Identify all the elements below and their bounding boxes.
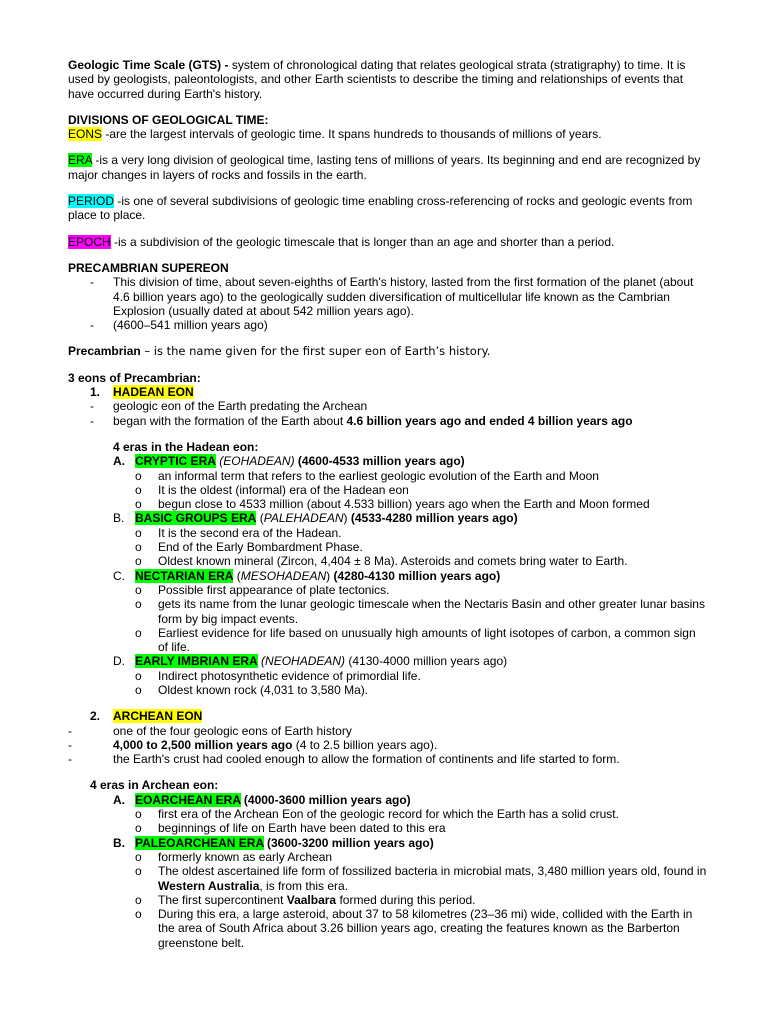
list-item: [68, 275, 708, 318]
archean-eras-heading: 4 eras in Archean eon:: [90, 778, 219, 793]
precambrian-term: Precambrian: [68, 344, 141, 359]
eons-text: -are the largest intervals of geologic time. It spans hundreds to thousands of millions of years.: [102, 127, 602, 142]
era-letter: B.: [113, 835, 125, 850]
hadean-era-b: [68, 511, 708, 525]
dash-bullet: -: [90, 413, 94, 428]
list-item: [68, 399, 708, 413]
hadean-era-c: [68, 569, 708, 583]
list-item: [68, 864, 708, 893]
paren-close: ): [343, 511, 348, 526]
era-name: EOARCHEAN ERA: [135, 792, 241, 807]
list-item: [68, 583, 708, 597]
era-definition: [68, 153, 708, 182]
list-item: [68, 724, 708, 738]
era-item: [158, 893, 708, 907]
list-item: [68, 554, 708, 568]
era-name: PALEOARCHEAN ERA: [135, 835, 264, 850]
era-item-end: , is from this era.: [259, 878, 349, 893]
dash-bullet: -: [90, 399, 94, 414]
eons-list-heading: 3 eons of Precambrian:: [68, 370, 201, 385]
list-item: [68, 414, 708, 428]
era-item-text: The first supercontinent: [158, 892, 287, 907]
hadean-title: HADEAN EON: [113, 385, 194, 400]
era-range: (4600-4533 million years ago): [294, 454, 465, 469]
hadean-heading: [68, 385, 708, 399]
era-item: It is the oldest (informal) era of the Hadean eon: [158, 482, 409, 497]
list-item: [68, 526, 708, 540]
document-page: [68, 58, 708, 950]
sub-bullet: o: [135, 554, 142, 569]
era-name: CRYPTIC ERA: [135, 454, 216, 469]
era-alt-name: (EOHADEAN): [219, 454, 295, 469]
list-item: [68, 597, 708, 626]
archean-bullet-3: the Earth's crust had cooled enough to allow the formation of continents and life started to form.: [113, 752, 620, 767]
era-alt-name: (NEOHADEAN): [261, 654, 346, 669]
hadean-number: 1.: [90, 385, 101, 400]
list-item: [68, 669, 708, 683]
sub-bullet: o: [135, 582, 142, 597]
era-item: first era of the Archean Eon of the geologic record for which the Earth has a solid crust.: [158, 807, 619, 822]
era-range: (4533-4280 million years ago): [347, 511, 518, 526]
intro-term: Geologic Time Scale (GTS) -: [68, 58, 229, 72]
era-range: (4280-4130 million years ago): [330, 568, 501, 583]
intro-text: system of chronological dating that relates geological strata (stratigraphy) to time. It is used by geologists, paleontologists, and other Earth scientists to describe the timing and relationships of events that have occurred during Earth's history.: [68, 58, 686, 101]
era-letter: A.: [113, 792, 125, 807]
precambrian-bullet-2: (4600–541 million years ago): [113, 318, 268, 333]
list-item: [68, 469, 708, 483]
era-item: Indirect photosynthetic evidence of primordial life.: [158, 668, 421, 683]
era-name: NECTARIAN ERA: [135, 568, 234, 583]
dash-bullet: -: [68, 752, 72, 767]
era-item-text: The oldest ascertained life form of fossilized bacteria in microbial mats, 3,480 million years old, found in: [158, 864, 707, 879]
era-alt-name: MESOHADEAN: [240, 568, 327, 583]
sub-bullet: o: [135, 525, 142, 540]
hadean-era-d: [68, 654, 708, 668]
list-item: [68, 893, 708, 907]
sub-bullet: o: [135, 482, 142, 497]
archean-bullet-2: (4 to 2.5 billion years ago).: [292, 737, 438, 752]
list-item: [68, 626, 708, 655]
era-item-end: formed during this period.: [336, 892, 476, 907]
era-item: beginnings of life on Earth have been dated to this era: [158, 821, 446, 836]
era-item: It is the second era of the Hadean.: [158, 525, 342, 540]
archean-bullet-2-bold: 4,000 to 2,500 million years ago: [113, 737, 293, 752]
dash-bullet: -: [68, 737, 72, 752]
period-term: PERIOD: [68, 194, 115, 209]
era-item: End of the Early Bombardment Phase.: [158, 540, 363, 555]
period-definition: [68, 194, 708, 223]
era-item: begun close to 4533 million (about 4.533 billion) years ago when the Earth and Moon formed: [158, 497, 650, 512]
sub-bullet: o: [135, 468, 142, 483]
precambrian-def-text: – is the name given for the first super eon of Earth’s history.: [140, 344, 491, 359]
archean-era-a: [68, 793, 708, 807]
paren-close: ): [326, 568, 331, 583]
archean-heading: [68, 709, 708, 723]
sub-bullet: o: [135, 807, 142, 822]
era-letter: A.: [113, 454, 125, 469]
hadean-era-a: [68, 454, 708, 468]
dash-bullet: -: [68, 723, 72, 738]
era-letter: C.: [113, 568, 125, 583]
epoch-term: EPOCH: [68, 234, 111, 249]
list-item: [68, 752, 708, 766]
dash-bullet: -: [90, 275, 94, 290]
era-letter: B.: [113, 511, 125, 526]
era-name: EARLY IMBRIAN ERA: [135, 654, 258, 669]
paren-open: (: [256, 511, 264, 526]
list-item: [68, 807, 708, 821]
era-range: (4130-4000 million years ago): [345, 654, 508, 669]
sub-bullet: o: [135, 907, 142, 922]
era-alt-name: PALEHADEAN: [263, 511, 344, 526]
paren-open: (: [233, 568, 241, 583]
list-item: [68, 683, 708, 697]
precambrian-definition: [68, 344, 708, 358]
era-item: formerly known as early Archean: [158, 849, 333, 864]
sub-bullet: o: [135, 864, 142, 879]
archean-bullet-1: one of the four geologic eons of Earth history: [113, 723, 352, 738]
sub-bullet: o: [135, 849, 142, 864]
intro-paragraph: [68, 58, 708, 101]
list-item: [68, 738, 708, 752]
hadean-bullet-1: geologic eon of the Earth predating the Archean: [113, 399, 368, 414]
eons-definition: [68, 127, 708, 141]
list-item: [68, 907, 708, 950]
era-item-bold: Western Australia: [158, 878, 260, 893]
era-item: gets its name from the lunar geologic timescale when the Nectaris Basin and other greater lunar basins form by big impact events.: [158, 597, 705, 626]
era-item: During this era, a large asteroid, about 37 to 58 kilometres (23–36 mi) wide, collided with the Earth in the area of South Africa about 3.26 billion years ago, creating the features known as the Barberton greenstone belt.: [158, 907, 693, 950]
sub-bullet: o: [135, 821, 142, 836]
archean-number: 2.: [90, 709, 101, 724]
sub-bullet: o: [135, 892, 142, 907]
period-text: -is one of several subdivisions of geologic time enabling cross-referencing of rocks and geologic events from place to place.: [68, 194, 693, 223]
era-term: ERA: [68, 153, 93, 168]
era-item-bold: Vaalbara: [286, 892, 337, 907]
epoch-definition: [68, 235, 708, 249]
hadean-bullet-2: began with the formation of the Earth about: [113, 413, 347, 428]
era-range: (3600-3200 million years ago): [263, 835, 434, 850]
hadean-eras-heading: 4 eras in the Hadean eon:: [113, 439, 259, 454]
archean-title: ARCHEAN EON: [113, 709, 203, 724]
hadean-bullet-2-bold: 4.6 billion years ago and ended 4 billion years ago: [346, 413, 633, 428]
list-item: [68, 540, 708, 554]
list-item: [68, 850, 708, 864]
list-item: [68, 318, 708, 332]
era-item: Oldest known mineral (Zircon, 4,404 ± 8 Ma). Asteroids and comets bring water to Earth.: [158, 554, 628, 569]
era-item: [158, 864, 708, 893]
precambrian-bullet-1: This division of time, about seven-eighths of Earth's history, lasted from the first formation of the planet (about 4.6 billion years ago) to the geologically sudden diversification of multicellular life known as the Cambrian Explosion (usually dated at about 542 million years ago).: [113, 275, 694, 318]
list-item: [68, 483, 708, 497]
epoch-text: -is a subdivision of the geologic timescale that is longer than an age and shorter than a period.: [110, 234, 615, 249]
eons-term: EONS: [68, 127, 103, 142]
sub-bullet: o: [135, 597, 142, 612]
sub-bullet: o: [135, 682, 142, 697]
list-item: [68, 821, 708, 835]
era-range: (4000-3600 million years ago): [240, 792, 411, 807]
dash-bullet: -: [90, 318, 94, 333]
list-item: [68, 497, 708, 511]
sub-bullet: o: [135, 497, 142, 512]
era-text: -is a very long division of geological time, lasting tens of millions of years. Its beginning and end are recognized by major changes in layers of rocks and fossils in the earth.: [68, 153, 701, 182]
divisions-heading: DIVISIONS OF GEOLOGICAL TIME:: [68, 112, 269, 127]
era-item: an informal term that refers to the earliest geologic evolution of the Earth and Moon: [158, 468, 599, 483]
sub-bullet: o: [135, 540, 142, 555]
sub-bullet: o: [135, 668, 142, 683]
era-item: Possible first appearance of plate tectonics.: [158, 582, 390, 597]
era-name: BASIC GROUPS ERA: [135, 511, 257, 526]
era-item: Oldest known rock (4,031 to 3,580 Ma).: [158, 682, 369, 697]
era-item: Earliest evidence for life based on unusually high amounts of light isotopes of carbon, a common sign of life.: [158, 625, 696, 655]
era-letter: D.: [113, 654, 125, 669]
sub-bullet: o: [135, 625, 142, 640]
precambrian-heading: PRECAMBRIAN SUPEREON: [68, 260, 229, 275]
archean-era-b: [68, 836, 708, 850]
